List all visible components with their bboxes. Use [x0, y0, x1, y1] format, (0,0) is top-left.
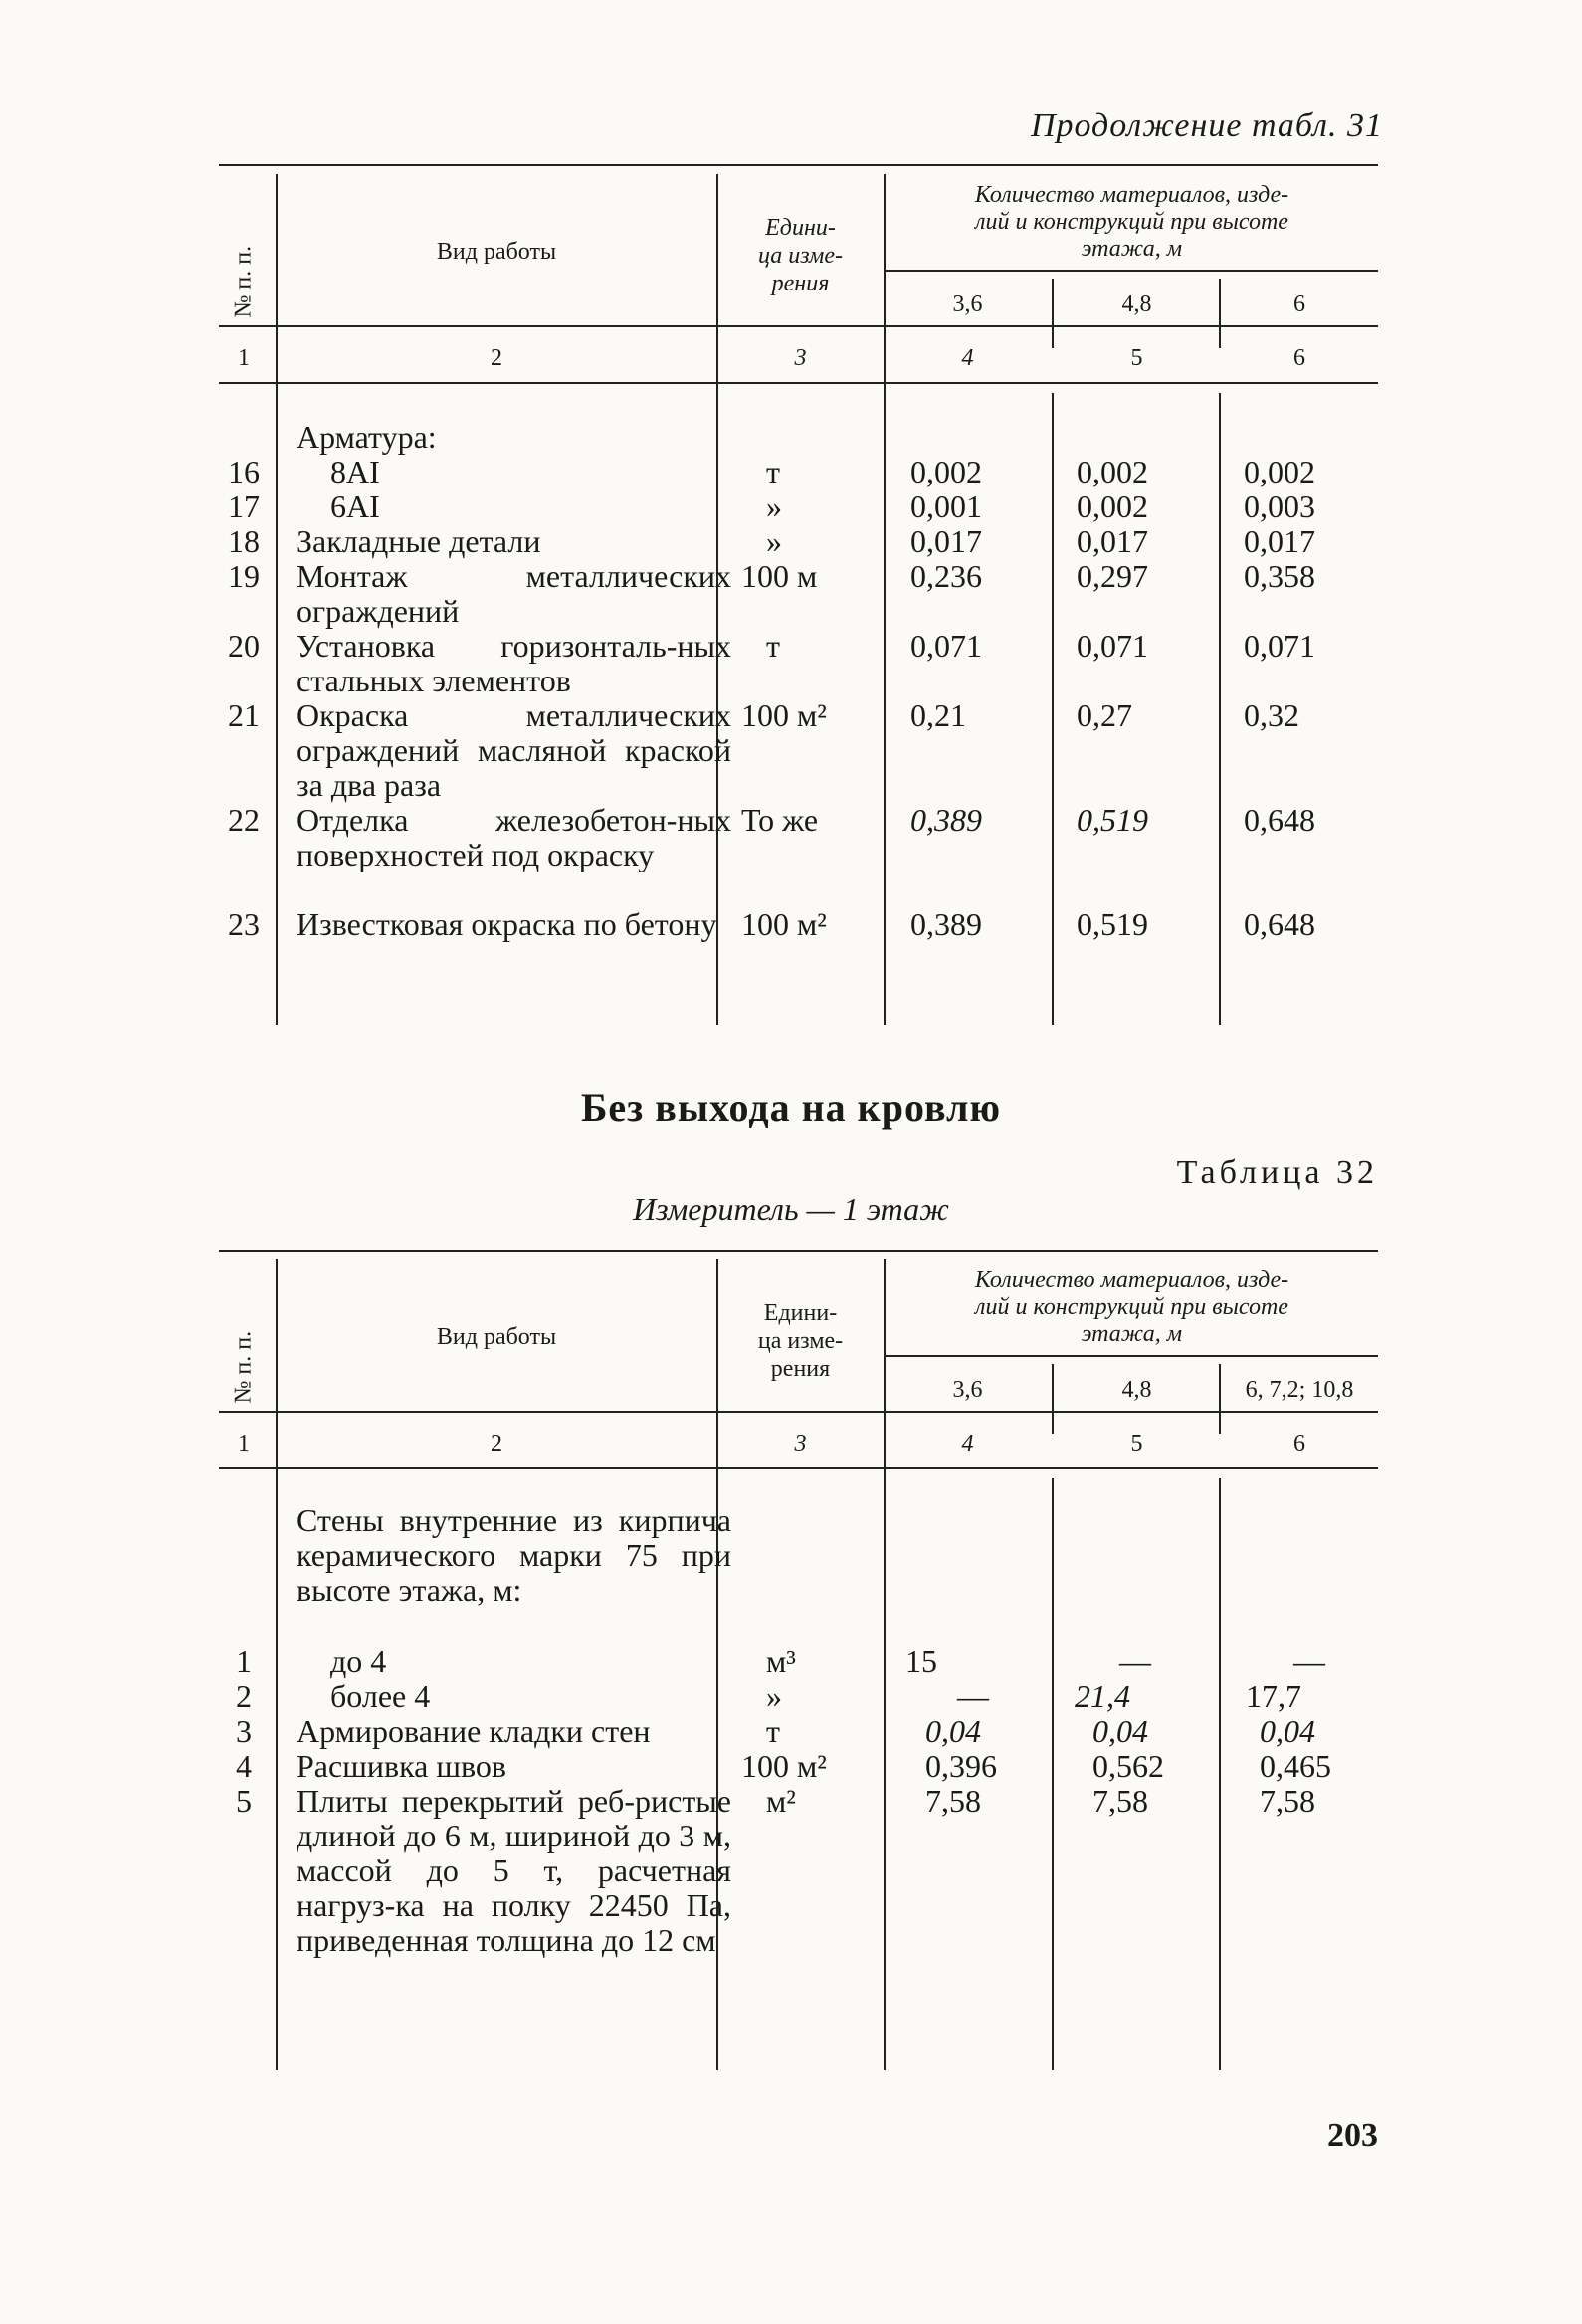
row-value-1: 0,389: [910, 906, 982, 942]
header-unit: Едини- ца изме- рения: [757, 215, 844, 296]
row-work: Установка горизонталь-ных стальных элементов: [297, 628, 731, 698]
row-value-1: —: [957, 1678, 989, 1714]
header-work: Вид работы: [436, 1324, 557, 1350]
row-number: 21: [228, 697, 260, 733]
measure-caption: Измеритель — 1 этаж: [633, 1191, 949, 1227]
row-value-3: 0,465: [1260, 1748, 1331, 1784]
row-unit: 100 м²: [741, 906, 827, 942]
row-unit: т: [766, 1713, 780, 1749]
row-unit: »: [766, 1678, 782, 1714]
row-unit: м²: [766, 1783, 796, 1819]
table-31: [219, 164, 1378, 1030]
row-value-1: 0,236: [910, 558, 982, 594]
row-value-2: —: [1119, 1644, 1151, 1679]
row-value-2: 0,002: [1077, 488, 1148, 524]
col-number: 3: [794, 345, 807, 371]
row-value-3: —: [1293, 1644, 1325, 1679]
row-value-1: 0,071: [910, 628, 982, 664]
row-value-3: 0,002: [1244, 454, 1315, 489]
row-work: Расшивка швов: [297, 1748, 506, 1784]
header-height-1: 3,6: [952, 1377, 983, 1403]
col-number: 3: [794, 1431, 807, 1456]
section-label: Стены внутренние из кирпича керамического марки 75 при высоте этажа, м:: [297, 1502, 731, 1608]
header-num: № п. п.: [230, 1330, 257, 1404]
row-work: Закладные детали: [297, 523, 541, 559]
col-number: 5: [1130, 345, 1143, 371]
row-value-2: 0,519: [1077, 802, 1148, 838]
row-number: 17: [228, 488, 260, 524]
row-unit: т: [766, 628, 780, 664]
row-value-2: 0,562: [1092, 1748, 1164, 1784]
row-value-1: 0,04: [925, 1713, 981, 1749]
row-number: 23: [228, 906, 260, 942]
col-number: 2: [491, 1431, 502, 1456]
row-value-1: 7,58: [925, 1783, 981, 1819]
row-work: 6AI: [330, 488, 380, 524]
row-work: Отделка железобетон-ных поверхностей под окраску: [297, 802, 731, 872]
row-value-2: 21,4: [1075, 1678, 1130, 1714]
row-value-1: 0,001: [910, 488, 982, 524]
col-number: 6: [1293, 1431, 1305, 1456]
row-value-3: 17,7: [1246, 1678, 1301, 1714]
row-value-3: 0,358: [1244, 558, 1315, 594]
row-number: 20: [228, 628, 260, 664]
row-value-2: 0,071: [1077, 628, 1148, 664]
row-number: 3: [236, 1713, 252, 1749]
col-number: 5: [1130, 1431, 1143, 1456]
row-value-3: 7,58: [1260, 1783, 1315, 1819]
page-number: 203: [1327, 2117, 1378, 2154]
row-value-1: 0,396: [925, 1748, 997, 1784]
row-value-2: 7,58: [1092, 1783, 1148, 1819]
row-value-1: 15: [905, 1644, 937, 1679]
row-number: 16: [228, 454, 260, 489]
col-number: 6: [1293, 345, 1305, 371]
row-number: 19: [228, 558, 260, 594]
row-work: Окраска металлических ограждений масляной краской за два раза: [297, 697, 731, 803]
table-label: Таблица 32: [1176, 1154, 1378, 1191]
row-value-2: 0,017: [1077, 523, 1148, 559]
header-num: № п. п.: [230, 245, 257, 318]
row-number: 1: [236, 1644, 252, 1679]
table-32: [219, 1250, 1378, 2075]
col-number: 2: [491, 345, 502, 371]
header-height-3: 6: [1293, 291, 1305, 317]
section-title: Без выхода на кровлю: [580, 1085, 1002, 1130]
row-number: 22: [228, 802, 260, 838]
row-work: более 4: [330, 1678, 431, 1714]
row-value-1: 0,21: [910, 697, 966, 733]
row-value-3: 0,32: [1244, 697, 1299, 733]
row-value-2: 0,04: [1092, 1713, 1148, 1749]
row-value-2: 0,002: [1077, 454, 1148, 489]
row-number: 18: [228, 523, 260, 559]
row-value-1: 0,002: [910, 454, 982, 489]
table-top-rule: [219, 164, 1378, 166]
row-value-1: 0,389: [910, 802, 982, 838]
row-unit: 100 м²: [741, 1748, 827, 1784]
row-unit: »: [766, 488, 782, 524]
row-number: 4: [236, 1748, 252, 1784]
row-value-3: 0,071: [1244, 628, 1315, 664]
row-number: 5: [236, 1783, 252, 1819]
header-quantity: Количество материалов, изде- лий и конструкций при высоте этажа, м: [974, 182, 1289, 262]
row-work: Монтаж металлических ограждений: [297, 558, 731, 629]
header-height-2: 4,8: [1121, 1377, 1152, 1403]
header-quantity: Количество материалов, изде- лий и конструкций при высоте этажа, м: [974, 1267, 1289, 1347]
row-unit: т: [766, 454, 780, 489]
row-value-3: 0,017: [1244, 523, 1315, 559]
header-unit: Едини- ца изме- рения: [757, 1300, 844, 1382]
row-work: Плиты перекрытий реб-ристые длиной до 6 м, шириной до 3 м, массой до 5 т, расчетная нагруз-ка на полку 22450 Па, приведенная толщина до 12 см: [297, 1783, 731, 1958]
row-value-2: 0,297: [1077, 558, 1148, 594]
row-value-1: 0,017: [910, 523, 982, 559]
row-number: 2: [236, 1678, 252, 1714]
col-number: 4: [961, 1431, 974, 1456]
continuation-caption: Продолжение табл. 31: [1030, 107, 1383, 144]
header-height-3: 6, 7,2; 10,8: [1245, 1377, 1354, 1403]
row-value-2: 0,27: [1077, 697, 1132, 733]
header-height-2: 4,8: [1121, 291, 1152, 317]
row-work: до 4: [330, 1644, 387, 1679]
row-value-3: 0,04: [1260, 1713, 1315, 1749]
header-work: Вид работы: [436, 239, 557, 265]
row-value-2: 0,519: [1077, 906, 1148, 942]
row-work: Известковая окраска по бетону: [297, 906, 717, 942]
row-work: Армирование кладки стен: [297, 1713, 651, 1749]
row-unit: »: [766, 523, 782, 559]
row-value-3: 0,648: [1244, 906, 1315, 942]
header-height-1: 3,6: [952, 291, 983, 317]
row-value-3: 0,003: [1244, 488, 1315, 524]
col-number: 1: [238, 1431, 250, 1456]
row-unit: м³: [766, 1644, 796, 1679]
row-unit: 100 м: [741, 558, 818, 594]
section-label: Арматура:: [297, 419, 437, 455]
row-unit: То же: [741, 802, 819, 838]
col-number: 1: [238, 345, 250, 371]
row-work: 8AI: [330, 454, 380, 489]
col-number: 4: [961, 345, 974, 371]
row-unit: 100 м²: [741, 697, 827, 733]
row-value-3: 0,648: [1244, 802, 1315, 838]
